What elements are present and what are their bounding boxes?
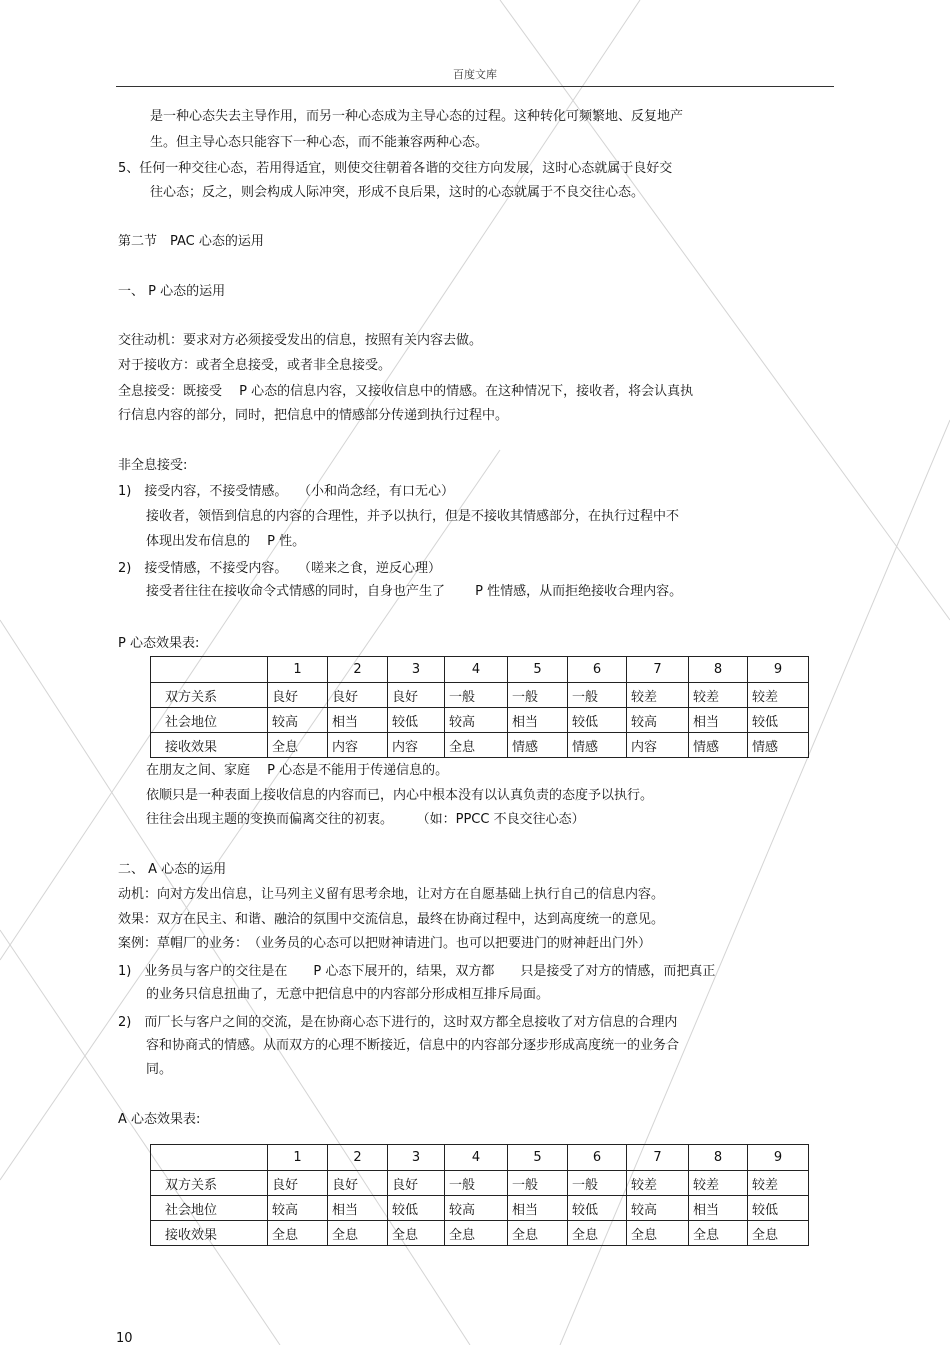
table-cell: 内容 [328, 733, 388, 758]
subsection-heading: 二、 A 心态的运用 [118, 862, 227, 877]
list-item: 1) 业务员与客户的交往是在 P 心态下展开的，结果，双方都 只是接受了对方的情感，而把真正 [118, 964, 716, 979]
table-cell: 全息 [627, 1221, 689, 1246]
table-cell: 较差 [689, 1171, 748, 1196]
table-cell: 一般 [508, 1171, 568, 1196]
table-cell: 一般 [445, 1171, 508, 1196]
table-cell: 较低 [388, 708, 445, 733]
page-header: 百度文库 [453, 68, 497, 81]
row-label: 接收效果 [151, 733, 268, 758]
table-cell: 8 [689, 657, 748, 683]
table-cell: 4 [445, 1145, 508, 1171]
table-cell: 良好 [268, 1171, 328, 1196]
table-cell: 相当 [328, 708, 388, 733]
table-cell: 7 [627, 657, 689, 683]
table-cell: 情感 [689, 733, 748, 758]
table-cell: 相当 [689, 1196, 748, 1221]
list-item-text: 接收者，领悟到信息的内容的合理性，并予以执行，但是不接收其情感部分，在执行过程中不 [146, 509, 680, 524]
table-cell: 较差 [748, 683, 809, 708]
table-cell: 内容 [627, 733, 689, 758]
table-cell: 9 [748, 1145, 809, 1171]
list-item-text: 同。 [146, 1062, 173, 1077]
table-cell: 内容 [388, 733, 445, 758]
table-cell: 6 [568, 1145, 627, 1171]
page-number: 10 [116, 1331, 133, 1346]
table-cell: 情感 [568, 733, 627, 758]
row-label: 社会地位 [151, 1196, 268, 1221]
paragraph-line: 行信息内容的部分，同时，把信息中的情感部分传递到执行过程中。 [118, 408, 509, 423]
paragraph-line: 案例：草帽厂的业务： （业务员的心态可以把财神请进门。也可以把要进门的财神赶出门外） [118, 936, 652, 951]
table-cell: 5 [508, 657, 568, 683]
list-item: 2) 而厂长与客户之间的交流，是在协商心态下进行的，这时双方都全息接收了对方信息的合理内 [118, 1015, 678, 1030]
table-cell: 7 [627, 1145, 689, 1171]
table-cell: 较差 [748, 1171, 809, 1196]
table-cell: 一般 [568, 683, 627, 708]
table-cell: 4 [445, 657, 508, 683]
table-cell: 相当 [689, 708, 748, 733]
table-cell [151, 657, 268, 683]
paragraph-line: 往往会出现主题的变换而偏离交往的初衷。 （如：PPCC 不良交往心态） [146, 812, 585, 827]
list-item: 2) 接受情感，不接受内容。 （嗟来之食，逆反心理） [118, 561, 441, 576]
table-caption: P 心态效果表: [118, 636, 200, 651]
table-cell: 较低 [748, 708, 809, 733]
table-cell: 一般 [568, 1171, 627, 1196]
paragraph-line: 在朋友之间、家庭 P 心态是不能用于传递信息的。 [146, 763, 449, 778]
table-cell: 3 [388, 657, 445, 683]
table-cell: 相当 [508, 1196, 568, 1221]
paragraph-line: 5、任何一种交往心态，若用得适宜，则使交往朝着各谐的交往方向发展，这时心态就属于良好交 [118, 161, 673, 176]
table-cell [151, 1145, 268, 1171]
table-row [151, 708, 809, 733]
table-cell: 全息 [689, 1221, 748, 1246]
paragraph-line: 效果：双方在民主、和谐、融洽的氛围中交流信息，最终在协商过程中，达到高度统一的意见。 [118, 912, 665, 927]
table-cell: 2 [328, 657, 388, 683]
paragraph-line: 往心态；反之，则会构成人际冲突，形成不良后果，这时的心态就属于不良交往心态。 [150, 185, 645, 200]
table-cell: 相当 [328, 1196, 388, 1221]
table-cell: 全息 [568, 1221, 627, 1246]
table-cell: 良好 [388, 683, 445, 708]
table-cell: 较高 [445, 1196, 508, 1221]
header-rule [116, 86, 834, 87]
table-cell: 1 [268, 657, 328, 683]
table-row [151, 683, 809, 708]
table-cell: 情感 [508, 733, 568, 758]
table-row [151, 1196, 809, 1221]
table-cell: 相当 [508, 708, 568, 733]
table-cell: 全息 [268, 1221, 328, 1246]
list-item-text: 容和协商式的情感。从而双方的心理不断接近，信息中的内容部分逐步形成高度统一的业务合 [146, 1038, 680, 1053]
table-cell: 3 [388, 1145, 445, 1171]
table-header-row [151, 1145, 809, 1171]
table-cell: 全息 [268, 733, 328, 758]
list-item: 1) 接受内容，不接受情感。 （小和尚念经，有口无心） [118, 484, 454, 499]
paragraph-line: 交往动机：要求对方必须接受发出的信息，按照有关内容去做。 [118, 333, 483, 348]
table-header-row [151, 657, 809, 683]
table-row [151, 733, 809, 758]
table-cell: 全息 [328, 1221, 388, 1246]
section-heading: 第二节 PAC 心态的运用 [118, 234, 264, 249]
table-cell: 一般 [445, 683, 508, 708]
paragraph-line: 全息接受：既接受 P 心态的信息内容，又接收信息中的情感。在这种情况下，接收者，将会认真执 [118, 384, 694, 399]
table-cell: 较高 [627, 1196, 689, 1221]
table-cell: 较差 [689, 683, 748, 708]
table-cell: 9 [748, 657, 809, 683]
list-item-text: 的业务只信息扭曲了，无意中把信息中的内容部分形成相互排斥局面。 [146, 987, 550, 1002]
list-item-text: 体现出发布信息的 P 性。 [146, 534, 306, 549]
table-cell: 较低 [388, 1196, 445, 1221]
table-cell: 全息 [445, 733, 508, 758]
paragraph-line: 依顺只是一种表面上接收信息的内容而已，内心中根本没有以认真负责的态度予以执行。 [146, 788, 654, 803]
table-cell: 8 [689, 1145, 748, 1171]
table-cell: 较高 [268, 1196, 328, 1221]
table-cell: 良好 [328, 1171, 388, 1196]
table-cell: 一般 [508, 683, 568, 708]
table-cell: 全息 [508, 1221, 568, 1246]
table-cell: 较差 [627, 1171, 689, 1196]
table-cell: 良好 [268, 683, 328, 708]
paragraph-line: 生。但主导心态只能容下一种心态，而不能兼容两种心态。 [150, 135, 489, 150]
table-row [151, 1171, 809, 1196]
table-cell: 较高 [445, 708, 508, 733]
p-effect-table [150, 656, 809, 758]
table-cell: 良好 [328, 683, 388, 708]
paragraph-line: 非全息接受: [118, 458, 188, 473]
table-cell: 6 [568, 657, 627, 683]
row-label: 双方关系 [151, 1171, 268, 1196]
row-label: 接收效果 [151, 1221, 268, 1246]
table-cell: 较低 [568, 1196, 627, 1221]
paragraph-line: 是一种心态失去主导作用，而另一种心态成为主导心态的过程。这种转化可频繁地、反复地产 [150, 109, 684, 124]
table-cell: 全息 [748, 1221, 809, 1246]
list-item-text: 接受者往往在接收命令式情感的同时，自身也产生了 P 性情感，从而拒绝接收合理内容。 [146, 584, 683, 599]
paragraph-line: 对于接收方：或者全息接受，或者非全息接受。 [118, 358, 392, 373]
paragraph-line: 动机：向对方发出信息，让马列主义留有思考余地，让对方在自愿基础上执行自己的信息内容。 [118, 887, 665, 902]
table-cell: 较差 [627, 683, 689, 708]
table-cell: 1 [268, 1145, 328, 1171]
table-cell: 全息 [388, 1221, 445, 1246]
row-label: 社会地位 [151, 708, 268, 733]
table-cell: 2 [328, 1145, 388, 1171]
table-cell: 较高 [627, 708, 689, 733]
table-cell: 情感 [748, 733, 809, 758]
table-cell: 全息 [445, 1221, 508, 1246]
table-cell: 5 [508, 1145, 568, 1171]
table-caption: A 心态效果表: [118, 1112, 201, 1127]
row-label: 双方关系 [151, 683, 268, 708]
table-cell: 良好 [388, 1171, 445, 1196]
a-effect-table [150, 1144, 809, 1246]
subsection-heading: 一、 P 心态的运用 [118, 284, 226, 299]
table-cell: 较低 [748, 1196, 809, 1221]
table-cell: 较低 [568, 708, 627, 733]
table-row [151, 1221, 809, 1246]
table-cell: 较高 [268, 708, 328, 733]
